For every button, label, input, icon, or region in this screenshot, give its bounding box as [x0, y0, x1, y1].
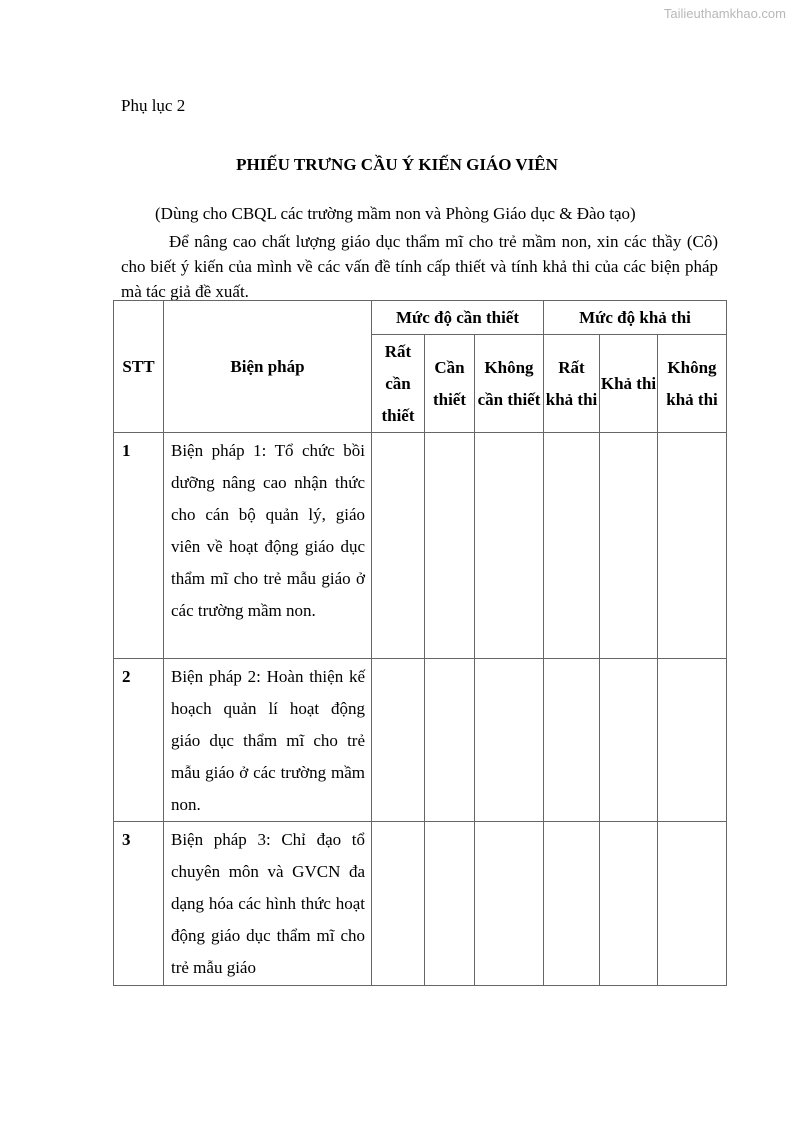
header-measure: Biện pháp [164, 301, 372, 433]
subtitle: (Dùng cho CBQL các trường mầm non và Phòng Giáo dục & Đào tạo) [155, 204, 636, 223]
rating-cell[interactable] [372, 659, 425, 822]
header-necessary: Cần thiết [425, 335, 475, 433]
table-row [114, 822, 727, 986]
rating-cell[interactable] [372, 822, 425, 986]
rating-cell[interactable] [600, 433, 658, 659]
row-stt: 2 [114, 659, 164, 822]
intro-paragraph: Để nâng cao chất lượng giáo dục thẩm mĩ cho trẻ mầm non, xin các thầy (Cô) cho biết ý kiến của mình về các vấn đề tính cấp thiết và tính khả thi của các biện pháp mà tác giả đề xuất. [121, 232, 718, 301]
rating-cell[interactable] [425, 822, 475, 986]
appendix-label: Phụ lục 2 [121, 96, 186, 115]
header-very-feasible: Rất khả thi [544, 335, 600, 433]
table-row [114, 659, 727, 822]
header-stt: STT [114, 301, 164, 433]
header-necessity: Mức độ cần thiết [372, 301, 544, 335]
header-not-feasible: Không khả thi [658, 335, 727, 433]
row-measure: Biện pháp 3: Chỉ đạo tổ chuyên môn và GVCN đa dạng hóa các hình thức hoạt động giáo dục thẩm mĩ cho trẻ mẫu giáo [164, 822, 372, 986]
row-stt: 1 [114, 433, 164, 659]
rating-cell[interactable] [475, 433, 544, 659]
row-measure: Biện pháp 2: Hoàn thiện kế hoạch quản lí hoạt động giáo dục thẩm mĩ cho trẻ mẫu giáo ở các trường mầm non. [164, 659, 372, 822]
header-feasibility: Mức độ khả thi [544, 301, 727, 335]
rating-cell[interactable] [544, 822, 600, 986]
header-very-necessary: Rất cần thiết [372, 335, 425, 433]
page-title: PHIẾU TRƯNG CẦU Ý KIẾN GIÁO VIÊN [236, 155, 558, 174]
row-stt: 3 [114, 822, 164, 986]
table-row [114, 433, 727, 659]
rating-cell[interactable] [475, 822, 544, 986]
rating-cell[interactable] [658, 659, 727, 822]
rating-cell[interactable] [600, 822, 658, 986]
header-feasible: Khả thi [600, 335, 658, 433]
rating-cell[interactable] [544, 659, 600, 822]
watermark: Tailieuthamkhao.com [663, 6, 786, 21]
rating-cell[interactable] [600, 659, 658, 822]
rating-cell[interactable] [425, 433, 475, 659]
header-not-necessary: Không cần thiết [475, 335, 544, 433]
rating-cell[interactable] [425, 659, 475, 822]
rating-cell[interactable] [658, 433, 727, 659]
rating-cell[interactable] [372, 433, 425, 659]
row-measure: Biện pháp 1: Tổ chức bồi dưỡng nâng cao nhận thức cho cán bộ quản lý, giáo viên về hoạt động giáo dục thẩm mĩ cho trẻ mẫu giáo ở các trường mầm non. [164, 433, 372, 659]
rating-cell[interactable] [544, 433, 600, 659]
rating-cell[interactable] [475, 659, 544, 822]
rating-cell[interactable] [658, 822, 727, 986]
survey-table [113, 300, 727, 986]
